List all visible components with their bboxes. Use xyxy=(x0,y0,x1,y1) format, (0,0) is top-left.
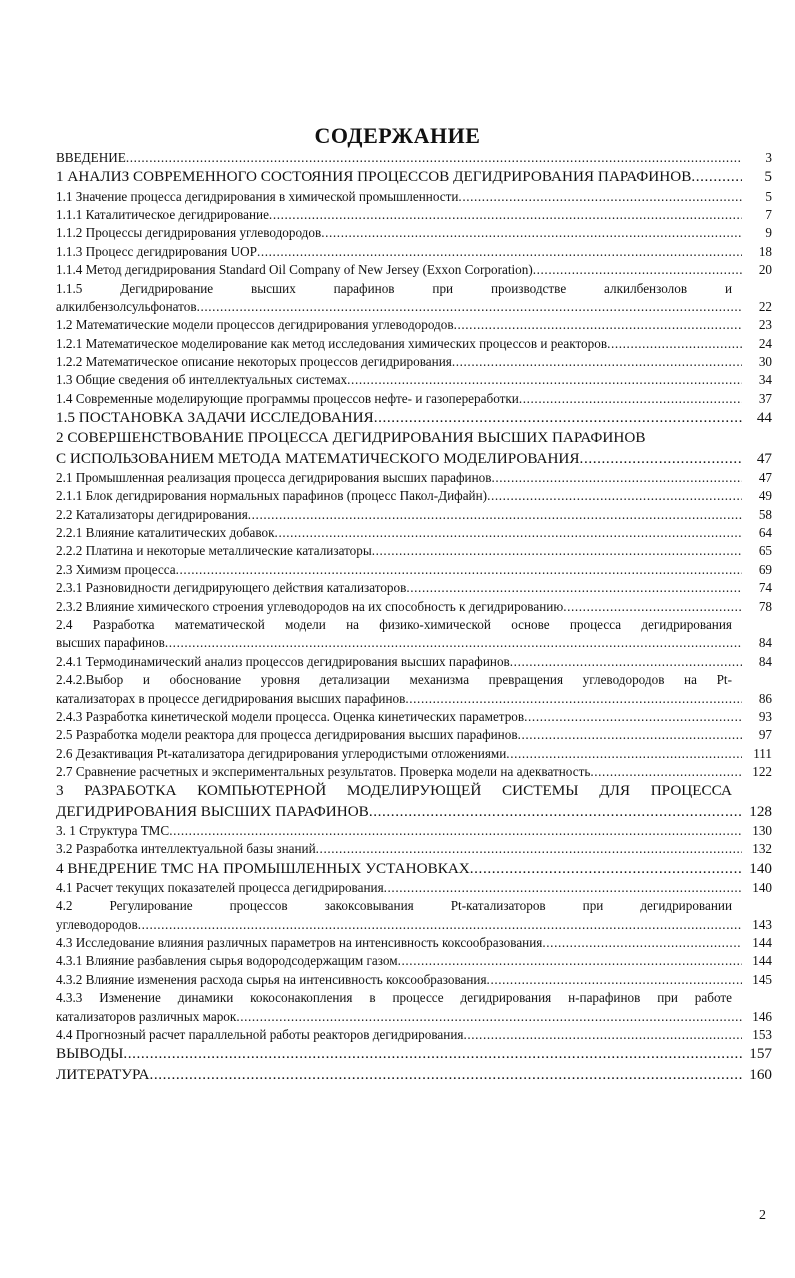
toc-entry-first-line: 3 РАЗРАБОТКА КОМПЬЮТЕРНОЙ МОДЕЛИРУЮЩЕЙ СИСТЕМЫ ДЛЯ ПРОЦЕССА xyxy=(56,782,732,800)
toc-entry-page: 144 xyxy=(752,953,772,969)
toc-entry xyxy=(56,487,772,505)
toc-entry-title: 2.3.2 Влияние химического строения углеводородов на их способность к дегидрированию xyxy=(56,598,564,614)
toc-entry-title: 1 АНАЛИЗ СОВРЕМЕННОГО СОСТОЯНИЯ ПРОЦЕССОВ ДЕГИДРИРОВАНИЯ ПАРАФИНОВ xyxy=(56,168,692,186)
toc-entry xyxy=(56,971,772,989)
toc-entry xyxy=(56,745,772,763)
dot-leader xyxy=(384,880,742,895)
toc-entry-page: 23 xyxy=(758,317,772,333)
toc-entry xyxy=(56,897,772,934)
toc-entry xyxy=(56,840,772,858)
toc-entry xyxy=(56,353,772,371)
toc-entry xyxy=(56,167,772,187)
dot-leader xyxy=(691,168,742,185)
toc-entry xyxy=(56,428,772,468)
dot-leader xyxy=(580,450,742,467)
toc-entry-page: 143 xyxy=(752,916,772,932)
toc-entry xyxy=(56,653,772,671)
toc-entry-title: 4.3.1 Влияние разбавления сырья водородсодержащим газом xyxy=(56,953,398,969)
toc-entry-title: 4.3.2 Влияние изменения расхода сырья на интенсивность коксообразования xyxy=(56,971,487,987)
toc-entry-title: 2.3.1 Разновидности дегидрирующего действия катализаторов xyxy=(56,580,407,596)
toc-entry-title: катализаторах в процессе дегидрирования высших парафинов xyxy=(56,690,406,706)
toc-entry-page: 22 xyxy=(758,298,772,314)
dot-leader xyxy=(321,225,742,240)
dot-leader xyxy=(169,823,742,838)
toc-entry-page: 74 xyxy=(758,580,772,596)
toc-entry xyxy=(56,316,772,334)
toc-entry xyxy=(56,206,772,224)
toc-entry-title: 1.2.2 Математическое описание некоторых процессов дегидрирования xyxy=(56,354,452,370)
toc-entry-page: 132 xyxy=(752,841,772,857)
toc-entry-page: 65 xyxy=(758,543,772,559)
toc-entry xyxy=(56,859,772,879)
toc-entry xyxy=(56,524,772,542)
toc-entry-page: 93 xyxy=(758,708,772,724)
toc-entry-page: 86 xyxy=(758,690,772,706)
toc-entry xyxy=(56,781,772,821)
toc-entry-page: 47 xyxy=(758,469,772,485)
dot-leader xyxy=(236,1009,742,1024)
toc-entry-page: 78 xyxy=(758,598,772,614)
toc-entry-title: 1.4 Современные моделирующие программы процессов нефте- и газопереработки xyxy=(56,390,519,406)
toc-entry-page: 84 xyxy=(758,653,772,669)
toc-entry-title: 2.3 Химизм процесса xyxy=(56,561,176,577)
toc-entry-title: 4.4 Прогнозный расчет параллельной работы реакторов дегидрирования xyxy=(56,1026,464,1042)
toc-entry xyxy=(56,934,772,952)
toc-entry-first-line: 1.1.5 Дегидрирование высших парафинов при производстве алкилбензолов и xyxy=(56,280,732,296)
dot-leader xyxy=(542,935,742,950)
toc-entry-page: 122 xyxy=(752,764,772,780)
dot-leader xyxy=(372,543,742,558)
dot-leader xyxy=(138,917,742,932)
toc-entry-title: 1.1 Значение процесса дегидрирования в химической промышленности xyxy=(56,188,459,204)
toc-entry-page: 5 xyxy=(765,188,772,204)
toc-entry xyxy=(56,261,772,279)
toc-entry xyxy=(56,408,772,428)
dot-leader xyxy=(398,953,742,968)
toc-entry-page: 130 xyxy=(752,822,772,838)
dot-leader xyxy=(470,860,742,877)
toc-entry-title: 1.1.3 Процесс дегидрирования UOP xyxy=(56,243,257,259)
toc-entry-title: высших парафинов xyxy=(56,635,165,651)
toc-entry-title: 2.2.1 Влияние каталитических добавок xyxy=(56,524,275,540)
toc-entry-page: 97 xyxy=(758,727,772,743)
toc-entry-page: 30 xyxy=(758,354,772,370)
toc-entry-page: 9 xyxy=(765,225,772,241)
toc-entry-title: ДЕГИДРИРОВАНИЯ ВЫСШИХ ПАРАФИНОВ xyxy=(56,802,369,820)
dot-leader xyxy=(406,580,742,595)
page-number: 2 xyxy=(759,1208,766,1223)
toc-entry xyxy=(56,822,772,840)
toc-entry-title: ВВЕДЕНИЕ xyxy=(56,149,126,165)
toc-entry xyxy=(56,671,772,708)
toc-entry-title: 3.2 Разработка интеллектуальной базы знаний xyxy=(56,841,316,857)
toc-entry-page: 18 xyxy=(758,243,772,259)
toc-entry-title: ЛИТЕРАТУРА xyxy=(56,1065,150,1083)
toc-entry xyxy=(56,952,772,970)
toc-entry-page: 49 xyxy=(758,488,772,504)
toc-entry-page: 140 xyxy=(749,859,772,877)
toc-entry xyxy=(56,579,772,597)
toc-entry xyxy=(56,1044,772,1064)
toc-entry-page: 140 xyxy=(752,879,772,895)
toc-entry-title: алкилбензолсульфонатов xyxy=(56,298,197,314)
toc-entry-page: 153 xyxy=(752,1026,772,1042)
toc-entry-page: 146 xyxy=(752,1008,772,1024)
dot-leader xyxy=(506,746,742,761)
dot-leader xyxy=(248,507,742,522)
toc-entry-title: 2.4.3 Разработка кинетической модели процесса. Оценка кинетических параметров xyxy=(56,708,525,724)
toc-entry xyxy=(56,390,772,408)
dot-leader xyxy=(197,299,742,314)
dot-leader xyxy=(269,207,742,222)
toc-entry xyxy=(56,726,772,744)
toc-entry-title: 4 ВНЕДРЕНИЕ ТМС НА ПРОМЫШЛЕННЫХ УСТАНОВКАХ xyxy=(56,859,470,877)
toc-entry xyxy=(56,763,772,781)
toc-entry xyxy=(56,561,772,579)
dot-leader xyxy=(405,691,742,706)
toc-entry-title: 1.1.4 Метод дегидрирования Standard Oil Company of New Jersey (Exxon Corporation) xyxy=(56,262,533,278)
toc-entry-page: 144 xyxy=(752,934,772,950)
dot-leader xyxy=(607,336,742,351)
dot-leader xyxy=(374,409,742,426)
dot-leader xyxy=(316,841,742,856)
toc-entry-page: 3 xyxy=(765,149,772,165)
toc-entry-title: 2.2 Катализаторы дегидрирования xyxy=(56,506,248,522)
toc-entry xyxy=(56,879,772,897)
toc-entry-page: 64 xyxy=(758,524,772,540)
dot-leader xyxy=(487,488,742,503)
toc-entry xyxy=(56,1026,772,1044)
dot-leader xyxy=(149,1066,742,1083)
toc-entry-title: катализаторов различных марок xyxy=(56,1008,237,1024)
dot-leader xyxy=(487,972,742,987)
toc-entry-first-line: 2.4 Разработка математической модели на физико-химической основе процесса дегидрирования xyxy=(56,616,732,632)
toc-entry-first-line: 4.3.3 Изменение динамики кокосонакопления в процессе дегидрирования н-парафинов при работе xyxy=(56,990,732,1006)
dot-leader xyxy=(347,372,742,387)
toc-entry xyxy=(56,149,772,167)
toc-entry-page: 37 xyxy=(758,390,772,406)
toc-entry-page: 5 xyxy=(764,168,772,186)
toc-entry-page: 58 xyxy=(758,506,772,522)
toc-entry-page: 160 xyxy=(749,1065,772,1083)
toc-entry-title: 2.1 Промышленная реализация процесса дегидрирования высших парафинов xyxy=(56,469,492,485)
dot-leader xyxy=(491,470,742,485)
toc-entry-page: 7 xyxy=(765,206,772,222)
dot-leader xyxy=(519,391,742,406)
dot-leader xyxy=(563,599,742,614)
toc-entry-title: 1.2 Математические модели процессов дегидрирования углеводородов xyxy=(56,317,454,333)
toc-entry-title: С ИСПОЛЬЗОВАНИЕМ МЕТОДА МАТЕМАТИЧЕСКОГО МОДЕЛИРОВАНИЯ xyxy=(56,449,580,467)
toc-entry-title: 2.2.2 Платина и некоторые металлические катализаторы xyxy=(56,543,372,559)
toc-entry-page: 24 xyxy=(758,335,772,351)
toc-entry-title: 3. 1 Структура ТМС xyxy=(56,822,170,838)
dot-leader xyxy=(524,709,742,724)
table-of-contents xyxy=(56,149,772,1085)
dot-leader xyxy=(165,635,742,650)
toc-entry-title: 2.4.1 Термодинамический анализ процессов дегидрирования высших парафинов xyxy=(56,653,510,669)
toc-entry xyxy=(56,188,772,206)
dot-leader xyxy=(454,317,742,332)
toc-entry xyxy=(56,598,772,616)
toc-entry xyxy=(56,506,772,524)
toc-entry-title: 2.5 Разработка модели реактора для процесса дегидрирования высших парафинов xyxy=(56,727,518,743)
toc-entry xyxy=(56,616,772,653)
toc-entry-page: 47 xyxy=(756,449,772,467)
dot-leader xyxy=(126,150,742,165)
toc-entry xyxy=(56,542,772,560)
toc-entry-page: 84 xyxy=(758,635,772,651)
dot-leader xyxy=(463,1027,742,1042)
toc-entry-first-line: 4.2 Регулирование процессов закоксовывания Pt-катализаторов при дегидрировании xyxy=(56,898,732,914)
toc-entry-page: 145 xyxy=(752,971,772,987)
toc-entry-first-line: 2 СОВЕРШЕНСТВОВАНИЕ ПРОЦЕССА ДЕГИДРИРОВАНИЯ ВЫСШИХ ПАРАФИНОВ xyxy=(56,429,646,447)
toc-entry-page: 69 xyxy=(758,561,772,577)
toc-entry-title: 1.1.1 Каталитическое дегидрирование xyxy=(56,206,269,222)
dot-leader xyxy=(518,727,742,742)
toc-entry-title: 1.1.2 Процессы дегидрирования углеводородов xyxy=(56,225,322,241)
toc-entry xyxy=(56,1065,772,1085)
dot-leader xyxy=(123,1045,742,1062)
toc-entry-page: 157 xyxy=(749,1045,772,1063)
toc-entry-title: 1.5 ПОСТАНОВКА ЗАДАЧИ ИССЛЕДОВАНИЯ xyxy=(56,409,374,427)
toc-entry xyxy=(56,371,772,389)
toc-entry-page: 44 xyxy=(756,409,772,427)
toc-entry-title: углеводородов xyxy=(56,916,138,932)
toc-entry-title: 4.3 Исследование влияния различных параметров на интенсивность коксообразования xyxy=(56,934,543,950)
toc-entry-title: 4.1 Расчет текущих показателей процесса дегидрирования xyxy=(56,879,384,895)
dot-leader xyxy=(369,803,742,820)
toc-entry-title: ВЫВОДЫ xyxy=(56,1045,124,1063)
dot-leader xyxy=(275,525,742,540)
dot-leader xyxy=(458,189,742,204)
toc-entry-first-line: 2.4.2.Выбор и обоснование уровня детализации механизма превращения углеводородов на Pt- xyxy=(56,672,732,688)
toc-entry-page: 111 xyxy=(753,745,772,761)
toc-entry-page: 34 xyxy=(758,372,772,388)
toc-entry-title: 1.3 Общие сведения об интеллектуальных системах xyxy=(56,372,348,388)
toc-entry xyxy=(56,469,772,487)
dot-leader xyxy=(452,354,742,369)
toc-entry-title: 2.6 Дезактивация Pt-катализатора дегидрирования углеродистыми отложениями xyxy=(56,745,507,761)
toc-entry-title: 2.1.1 Блок дегидрирования нормальных парафинов (процесс Пакол-Дифайн) xyxy=(56,488,488,504)
toc-entry xyxy=(56,989,772,1026)
toc-entry-title: 1.2.1 Математическое моделирование как метод исследования химических процессов и реакторов xyxy=(56,335,608,351)
toc-entry xyxy=(56,224,772,242)
toc-entry-page: 20 xyxy=(758,262,772,278)
dot-leader xyxy=(590,764,742,779)
toc-entry xyxy=(56,280,772,317)
dot-leader xyxy=(510,654,742,669)
toc-entry xyxy=(56,243,772,261)
dot-leader xyxy=(533,262,742,277)
dot-leader xyxy=(257,244,742,259)
page-title: СОДЕРЖАНИЕ xyxy=(314,123,481,148)
toc-entry xyxy=(56,708,772,726)
toc-entry-title: 2.7 Сравнение расчетных и экспериментальных результатов. Проверка модели на адекватность xyxy=(56,764,591,780)
toc-entry-page: 128 xyxy=(749,802,772,820)
dot-leader xyxy=(176,562,742,577)
toc-entry xyxy=(56,335,772,353)
